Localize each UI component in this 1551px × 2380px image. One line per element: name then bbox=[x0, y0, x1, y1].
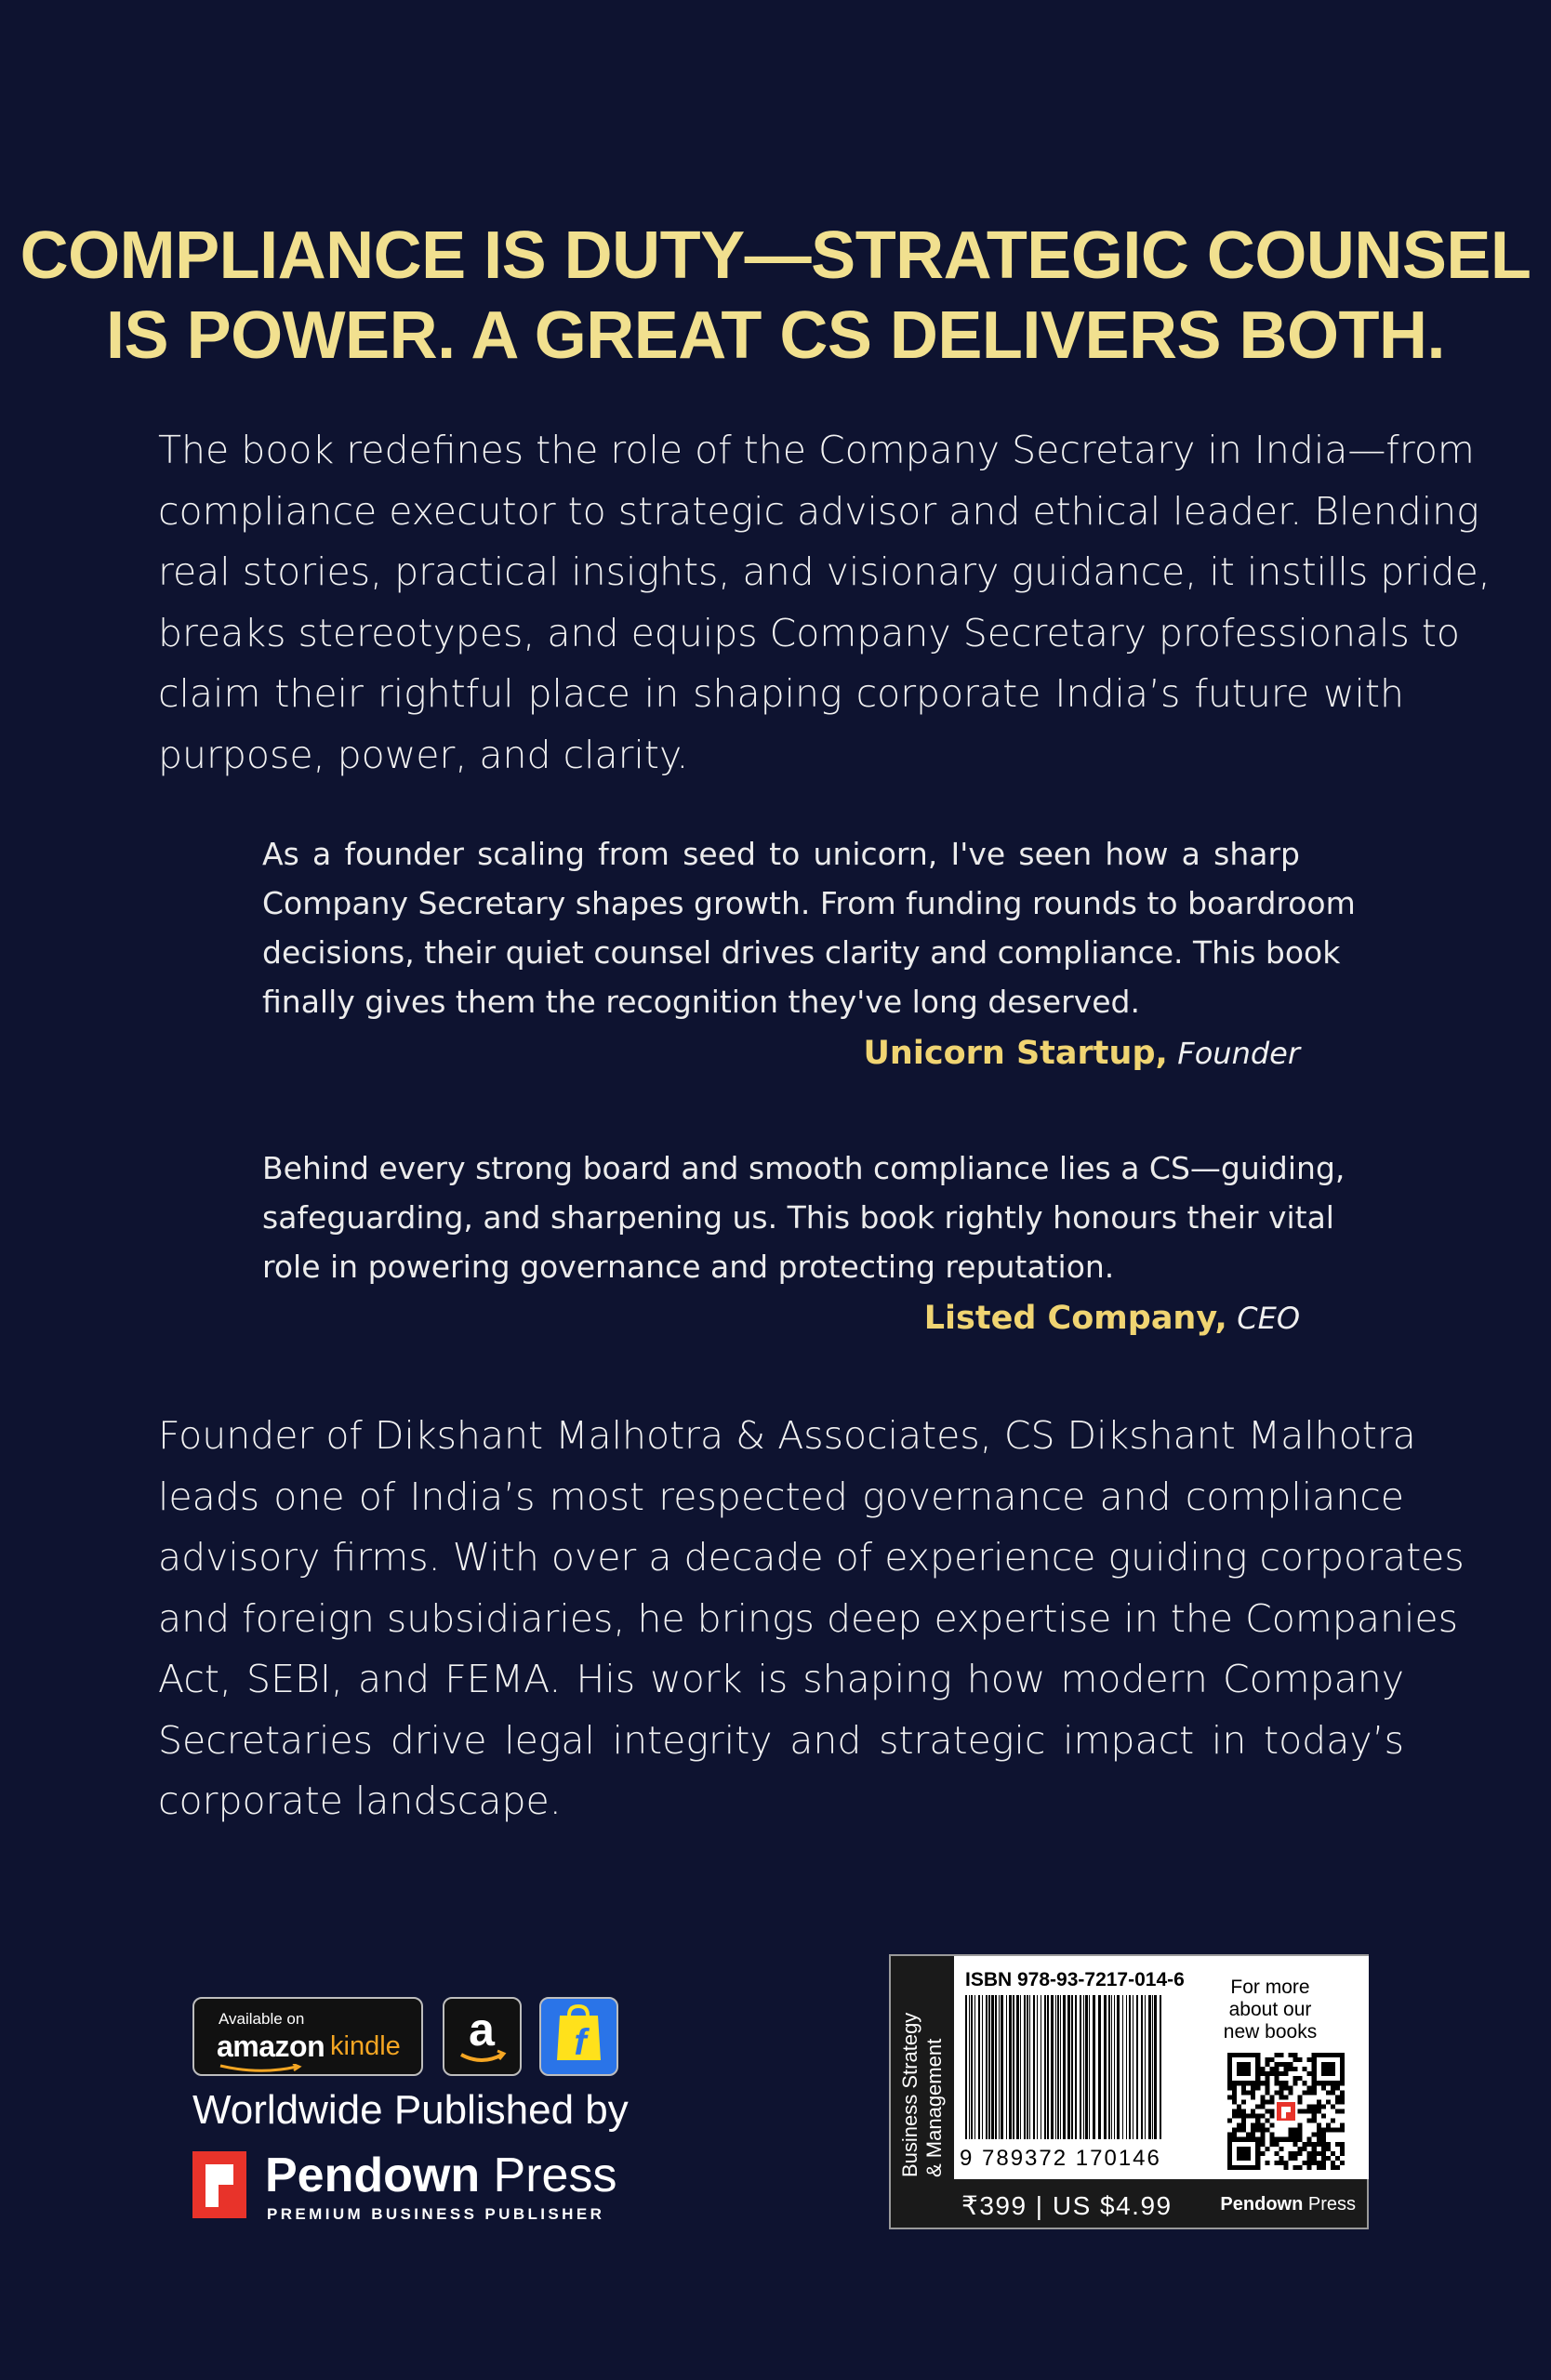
kindle-amazon-text: amazon bbox=[217, 2030, 325, 2063]
flipkart-badge[interactable] bbox=[539, 1997, 618, 2076]
testimonial-attribution bbox=[262, 1293, 1300, 1343]
bio-line: Secretaries drive legal integrity and strategic impact in today’s bbox=[158, 1717, 1404, 1763]
testimonial-line: As a founder scaling from seed to unicorn, I've seen how a sharp bbox=[262, 836, 1300, 872]
qr-code-icon bbox=[1227, 2053, 1345, 2170]
price-row bbox=[954, 2179, 1369, 2228]
testimonial-line: safeguarding, and sharpening us. This book rightly honours their vital bbox=[262, 1199, 1334, 1236]
amazon-a-icon bbox=[444, 1999, 520, 2074]
amazon-smile-icon bbox=[219, 2064, 302, 2073]
amazon-kindle-badge[interactable] bbox=[192, 1997, 423, 2076]
kindle-word-text: kindle bbox=[330, 2031, 401, 2061]
amazon-badge[interactable] bbox=[443, 1997, 522, 2076]
headline bbox=[0, 216, 1551, 376]
publisher-logo bbox=[192, 2148, 630, 2222]
bio-line: Act, SEBI, and FEMA. His work is shaping how modern Company bbox=[158, 1657, 1404, 1701]
testimonial-line: decisions, their quiet counsel drives clarity and compliance. This book bbox=[262, 934, 1341, 971]
genre-label bbox=[898, 1964, 954, 2177]
genre-line-1: Business Strategy bbox=[898, 2012, 921, 2177]
attribution-role: Founder bbox=[1177, 1036, 1300, 1071]
genre-line-2: & Management bbox=[922, 2038, 946, 2177]
attribution-role: CEO bbox=[1237, 1301, 1300, 1336]
book-description bbox=[158, 420, 1491, 786]
testimonial-line: finally gives them the recognition they've long deserved. bbox=[262, 984, 1140, 1020]
testimonial-attribution bbox=[262, 1028, 1300, 1078]
attribution-org: Unicorn Startup, bbox=[863, 1035, 1168, 1072]
more-books-label: For more about our new books bbox=[1223, 1977, 1318, 2043]
description-line: purpose, power, and clarity. bbox=[158, 732, 689, 777]
headline-line-2: IS POWER. A GREAT CS DELIVERS BOTH. bbox=[106, 298, 1445, 373]
testimonial-line: Behind every strong board and smooth compliance lies a CS—guiding, bbox=[262, 1150, 1346, 1186]
bio-line: Founder of Dikshant Malhotra & Associates, CS Dikshant Malhotra bbox=[158, 1413, 1416, 1458]
author-bio bbox=[158, 1406, 1465, 1832]
testimonial-line: role in powering governance and protecting reputation. bbox=[262, 1249, 1115, 1285]
testimonial-line: Company Secretary shapes growth. From funding rounds to boardroom bbox=[262, 885, 1356, 921]
flipkart-icon bbox=[541, 1999, 616, 2074]
price-row-publisher: Pendown Press bbox=[1220, 2194, 1356, 2215]
description-line: breaks stereotypes, and equips Company Secretary professionals to bbox=[158, 610, 1461, 655]
bio-line: advisory firms. With over a decade of experience guiding corporates bbox=[158, 1535, 1465, 1580]
publisher-name: Pendown Press bbox=[265, 2149, 617, 2202]
testimonial-ceo bbox=[262, 1144, 1346, 1343]
publisher-tagline: PREMIUM BUSINESS PUBLISHER bbox=[267, 2205, 605, 2223]
svg-text:a: a bbox=[469, 2003, 495, 2056]
published-by-label: Worldwide Published by bbox=[192, 2087, 629, 2133]
testimonial-founder bbox=[262, 829, 1356, 1078]
barcode-panel bbox=[889, 1954, 1369, 2229]
description-line: claim their rightful place in shaping corporate India’s future with bbox=[158, 671, 1404, 716]
isbn-label: ISBN 978-93-7217-014-6 bbox=[965, 1969, 1185, 1990]
bio-line: and foreign subsidiaries, he brings deep expertise in the Companies bbox=[158, 1595, 1458, 1641]
isbn-barcode bbox=[963, 1995, 1168, 2139]
description-line: The book redefines the role of the Company Secretary in India—from bbox=[158, 428, 1475, 472]
svg-text:f: f bbox=[574, 2022, 587, 2063]
description-line: compliance executor to strategic advisor and ethical leader. Blending bbox=[158, 488, 1479, 534]
price-label: ₹399 | US $4.99 bbox=[961, 2191, 1173, 2220]
attribution-org: Listed Company, bbox=[923, 1300, 1227, 1337]
isbn-digits: 9 789372 170146 bbox=[960, 2146, 1161, 2171]
bio-line: leads one of India’s most respected governance and compliance bbox=[158, 1474, 1404, 1519]
headline-line-1: COMPLIANCE IS DUTY—STRATEGIC COUNSEL bbox=[20, 218, 1531, 293]
pendown-logo-icon bbox=[192, 2151, 246, 2218]
bio-line: corporate landscape. bbox=[158, 1778, 562, 1823]
kindle-available-text: Available on bbox=[219, 2010, 305, 2028]
description-line: real stories, practical insights, and visionary guidance, it instills pride, bbox=[158, 549, 1491, 594]
